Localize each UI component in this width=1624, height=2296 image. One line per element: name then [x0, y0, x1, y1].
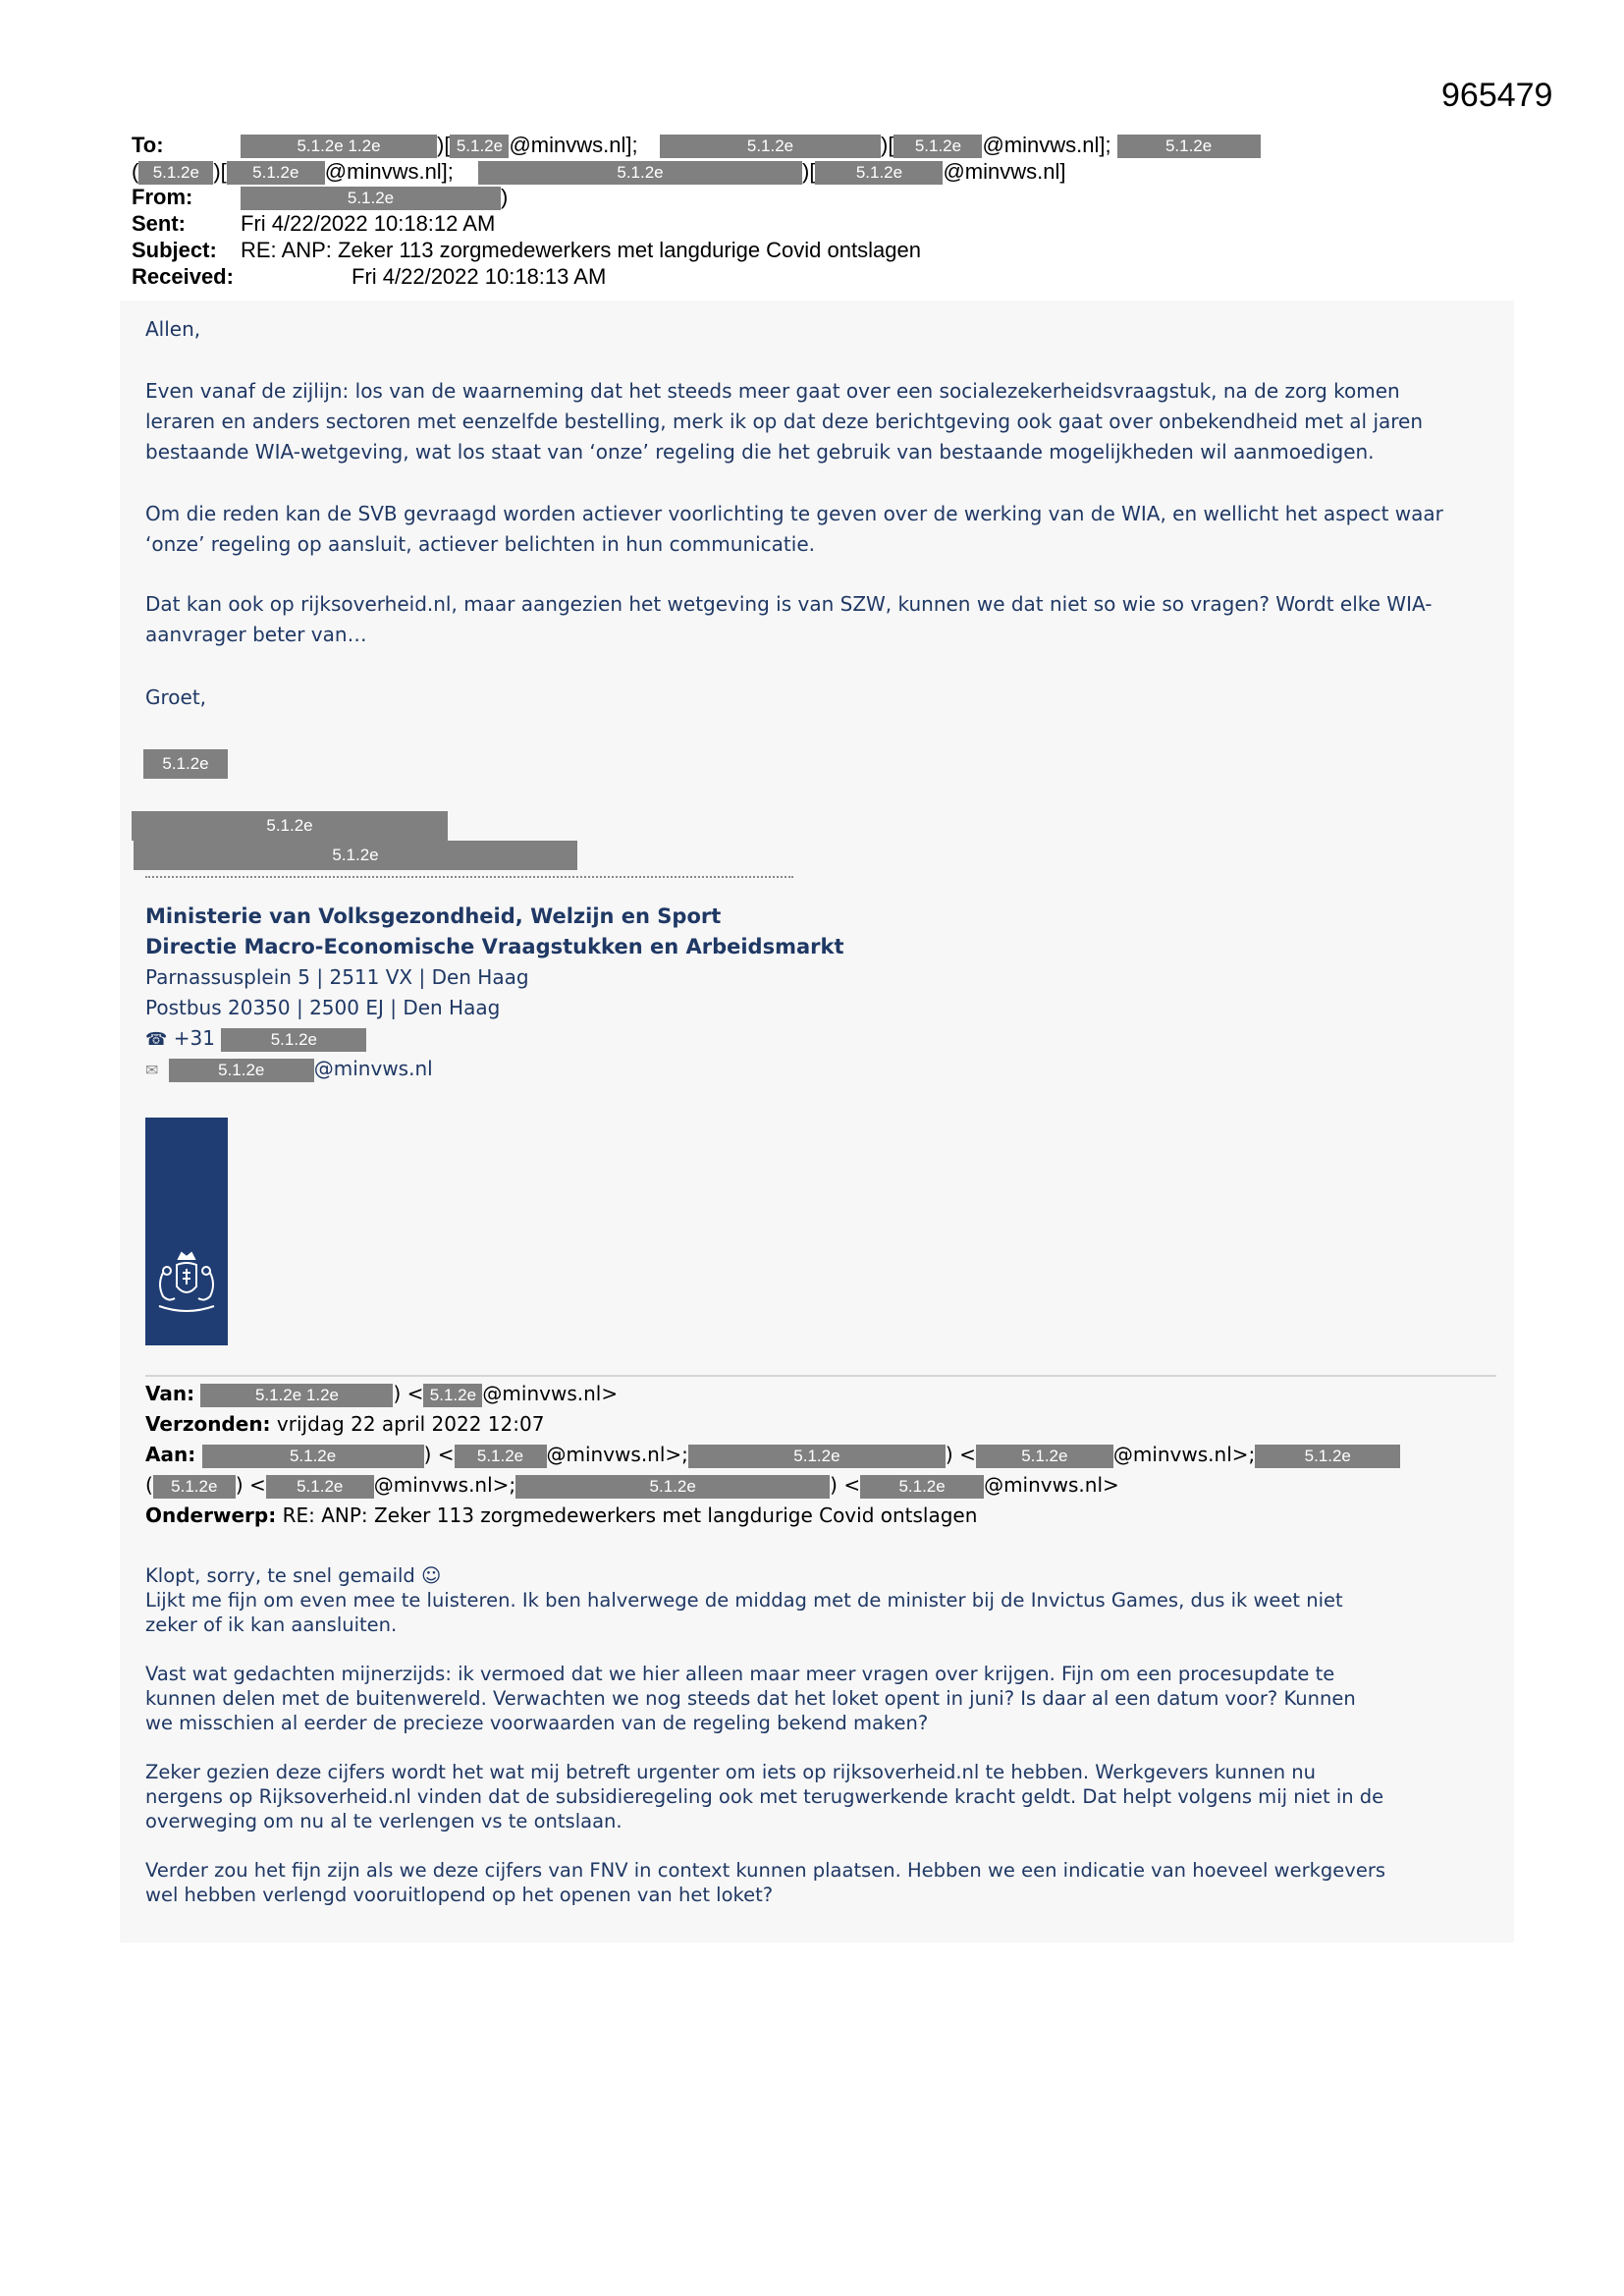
- subject-label: Subject:: [132, 238, 217, 262]
- redaction: 5.1.2e 1.2e: [241, 135, 437, 158]
- redaction: 5.1.2e: [227, 161, 325, 185]
- redaction: 5.1.2e: [478, 161, 802, 185]
- email-link[interactable]: @minvws.nl: [313, 1057, 433, 1080]
- sender-dept-redacted: 5.1.2e: [134, 841, 577, 870]
- rijksoverheid-logo: [145, 1118, 228, 1345]
- fwd-from: Van: 5.1.2e 1.2e ) < 5.1.2e @minvws.nl>: [145, 1382, 619, 1405]
- paragraph-1-line-3: bestaande WIA-wetgeving, wat los staat van ‘onze’ regeling die het gebruik van bestaande mogelijkheden wil aanmoedigen.: [145, 440, 1375, 464]
- signature-address-2: Postbus 20350 | 2500 EJ | Den Haag: [145, 996, 501, 1019]
- fwd-line-11: wel hebben verlengd vooruitlopend op het openen van het loket?: [145, 1884, 774, 1906]
- paragraph-2-line-1: Om die reden kan de SVB gevraagd worden actiever voorlichting te geven over de werking van de WIA, en wellicht het aspect waar: [145, 502, 1443, 525]
- signature-divider: [145, 876, 793, 878]
- fwd-line-1: Klopt, sorry, te snel gemaild ☺: [145, 1564, 442, 1587]
- paragraph-3-line-2: aanvrager beter van…: [145, 623, 367, 646]
- redaction: 5.1.2e: [660, 135, 881, 158]
- fwd-subject: Onderwerp: RE: ANP: Zeker 113 zorgmedewerkers met langdurige Covid ontslagen: [145, 1503, 978, 1527]
- paragraph-1-line-1: Even vanaf de zijlijn: los van de waarneming dat het steeds meer gaat over een socialezekerheidsvraagstuk, na de zorg komen: [145, 379, 1400, 403]
- paragraph-1-line-2: leraren en anders sectoren met eenzelfde bestelling, merk ik op dat deze berichtgeving ook gaat over onbekendheid met al jaren: [145, 410, 1424, 433]
- sender-role-redacted: 5.1.2e: [132, 811, 448, 841]
- fwd-line-9: overweging om nu al te verlengen vs te ontslaan.: [145, 1810, 623, 1832]
- fwd-line-5: kunnen delen met de buitenwereld. Verwachten we nog steeds dat het loket opent in juni? Is daar al een datum voor? Kunnen: [145, 1687, 1356, 1710]
- signature-ministry: Ministerie van Volksgezondheid, Welzijn en Sport: [145, 904, 722, 928]
- fwd-line-6: we misschien al eerder de precieze voorwaarden van de regeling bekend maken?: [145, 1712, 929, 1734]
- fwd-line-10: Verder zou het fijn zijn als we deze cijfers van FNV in context kunnen plaatsen. Hebben we een indicatie van hoeveel werkgevers: [145, 1859, 1385, 1882]
- document-id: 965479: [1441, 77, 1553, 114]
- sender-name-redacted: 5.1.2e: [143, 749, 228, 779]
- fwd-sent: Verzonden: vrijdag 22 april 2022 12:07: [145, 1412, 545, 1436]
- sent-label: Sent:: [132, 211, 186, 236]
- to-recipients-line-2b: 5.1.2e )[ 5.1.2e @minvws.nl]: [478, 158, 1065, 185]
- fwd-line-3: zeker of ik kan aansluiten.: [145, 1613, 398, 1636]
- fwd-line-4: Vast wat gedachten mijnerzijds: ik vermoed dat we hier alleen maar meer vragen over krijgen. Fijn om een procesupdate te: [145, 1663, 1335, 1685]
- paragraph-2-line-2: ‘onze’ regeling op aansluit, actiever belichten in hun communicatie.: [145, 532, 815, 556]
- paragraph-3-line-1: Dat kan ook op rijksoverheid.nl, maar aangezien het wetgeving is van SZW, kunnen we dat niet so wie so vragen? Wordt elke WIA-: [145, 592, 1433, 616]
- redaction: 5.1.2e: [241, 187, 501, 210]
- received-value: Fri 4/22/2022 10:18:13 AM: [352, 264, 607, 289]
- redaction: 5.1.2e: [138, 161, 213, 185]
- fwd-line-7: Zeker gezien deze cijfers wordt het wat mij betreft urgenter om iets op rijksoverheid.nl te hebben. Werkgevers kunnen nu: [145, 1761, 1316, 1783]
- redaction: 5.1.2e: [450, 135, 509, 158]
- email-domain: @minvws.nl];: [509, 133, 638, 157]
- email-domain: @minvws.nl];: [982, 133, 1111, 157]
- greeting: Allen,: [145, 317, 201, 341]
- from-label: From:: [132, 185, 193, 209]
- from-value: 5.1.2e ): [241, 184, 508, 210]
- redaction: 5.1.2e: [893, 135, 982, 158]
- to-recipients-line-2: ( 5.1.2e )[ 5.1.2e @minvws.nl];: [132, 159, 454, 184]
- email-domain: @minvws.nl];: [324, 159, 454, 184]
- received-label: Received:: [132, 264, 234, 289]
- to-recipients-line-1b: 5.1.2e )[ 5.1.2e @minvws.nl]; 5.1.2e: [660, 132, 1261, 158]
- telephone-icon: ☎: [145, 1029, 168, 1050]
- fwd-line-8: nergens op Rijksoverheid.nl vinden dat de subsidieregeling ook met terugwerkende kracht geldt. Dat helpt volgens mij niet in de: [145, 1785, 1384, 1808]
- to-label: To:: [132, 133, 164, 157]
- forward-separator: [145, 1375, 1496, 1377]
- subject-value: RE: ANP: Zeker 113 zorgmedewerkers met langdurige Covid ontslagen: [241, 238, 921, 262]
- fwd-line-2: Lijkt me fijn om even mee te luisteren. Ik ben halverwege de middag met de minister bij de Invictus Games, dus ik weet niet: [145, 1589, 1343, 1612]
- closing: Groet,: [145, 685, 207, 709]
- sent-value: Fri 4/22/2022 10:18:12 AM: [241, 211, 496, 236]
- signature-phone: ☎ +31 5.1.2e: [145, 1023, 366, 1055]
- to-recipients-line-1: 5.1.2e 1.2e )[ 5.1.2e @minvws.nl];: [241, 132, 638, 158]
- signature-email: ✉ 5.1.2e @minvws.nl: [145, 1057, 433, 1080]
- email-domain: @minvws.nl]: [943, 159, 1066, 184]
- envelope-icon: ✉: [145, 1061, 159, 1079]
- signature-directorate: Directie Macro-Economische Vraagstukken en Arbeidsmarkt: [145, 935, 844, 958]
- fwd-to-line-1: Aan: 5.1.2e ) < 5.1.2e @minvws.nl>; 5.1.2e ) < 5.1.2e @minvws.nl>; 5.1.2e: [145, 1440, 1400, 1470]
- signature-address-1: Parnassusplein 5 | 2511 VX | Den Haag: [145, 965, 529, 989]
- redaction: 5.1.2e: [815, 161, 943, 185]
- redaction: 5.1.2e: [1117, 135, 1261, 158]
- coat-of-arms-icon: [149, 1251, 224, 1320]
- fwd-to-line-2: ( 5.1.2e ) < 5.1.2e @minvws.nl>; 5.1.2e ) < 5.1.2e @minvws.nl>: [145, 1473, 1119, 1497]
